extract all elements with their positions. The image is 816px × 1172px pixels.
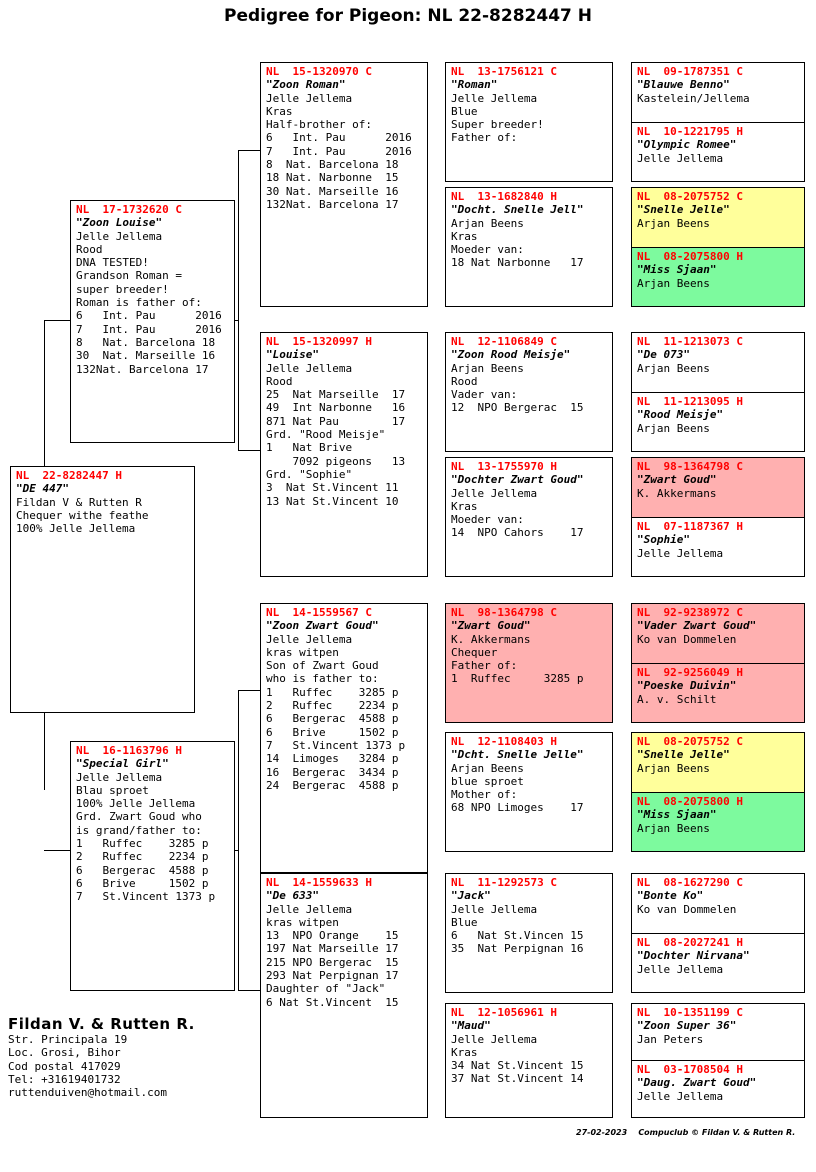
detail-line: K. Akkermans <box>451 632 531 646</box>
detail-line: Fildan V & Rutten R <box>16 495 142 509</box>
detail-line: 2 Ruffec 2234 p <box>266 699 399 713</box>
detail-line: Arjan Beens <box>637 821 710 835</box>
ring-number: NL 22-8282447 H <box>16 469 122 482</box>
owner-address-line: Loc. Grosi, Bihor <box>8 1046 121 1060</box>
detail-line: blue sproet <box>451 774 524 788</box>
detail-line: 12 NPO Bergerac 15 <box>451 401 584 415</box>
pigeon-card-gen5-pair-4[interactable] <box>631 603 805 723</box>
pigeon-card-gen5-pair-2[interactable] <box>631 332 805 452</box>
pigeon-card-gen5-pair-6[interactable] <box>631 873 805 993</box>
detail-line: Ko van Dommelen <box>637 902 737 916</box>
detail-line: Rood <box>266 374 293 388</box>
pigeon-card-gen3-1[interactable] <box>260 332 428 577</box>
connector-sire <box>238 150 239 450</box>
detail-line: 871 Nat Pau 17 <box>266 414 406 428</box>
pigeon-name: "Dcht. Snelle Jelle" <box>451 748 584 762</box>
ring-number: NL 07-1187367 H <box>637 520 743 533</box>
pigeon-card-gen5-8[interactable] <box>632 604 804 663</box>
detail-line: Jelle Jellema <box>266 632 353 646</box>
ring-number: NL 98-1364798 C <box>451 606 557 619</box>
ring-number: NL 13-1756121 C <box>451 65 557 78</box>
detail-line: 6 Bergerac 4588 p <box>266 712 399 726</box>
ring-number: NL 10-1351199 C <box>637 1006 743 1019</box>
detail-line: Arjan Beens <box>451 761 524 775</box>
detail-line: Vader van: <box>451 388 518 402</box>
detail-line: 14 Limoges 3284 p <box>266 752 399 766</box>
detail-line: 132Nat. Barcelona 17 <box>76 362 209 376</box>
detail-line: Rood <box>76 242 103 256</box>
detail-line: kras witpen <box>266 645 339 659</box>
pigeon-name: "De 073" <box>637 348 690 362</box>
pigeon-card-gen5-1[interactable] <box>632 122 804 181</box>
detail-line: 18 Nat. Narbonne 15 <box>266 171 399 185</box>
detail-line: Father of: <box>451 131 518 145</box>
pigeon-card-gen5-14[interactable] <box>632 1004 804 1060</box>
detail-line: Jan Peters <box>637 1032 704 1046</box>
detail-line: Grd. "Rood Meisje" <box>266 428 386 442</box>
connector-sire-top <box>238 150 260 151</box>
connector-dam-top <box>238 690 260 691</box>
detail-line: 18 Nat Narbonne 17 <box>451 256 584 270</box>
detail-line: 7092 pigeons 13 <box>266 454 406 468</box>
pigeon-name: "Dochter Zwart Goud" <box>451 473 584 487</box>
pigeon-card-sire[interactable] <box>70 200 235 443</box>
detail-line: Jelle Jellema <box>266 361 353 375</box>
ring-number: NL 11-1292573 C <box>451 876 557 889</box>
owner-phone: Tel: +31619401732 <box>8 1072 121 1086</box>
ring-number: NL 10-1221795 H <box>637 125 743 138</box>
detail-line: 13 Nat St.Vincent 10 <box>266 494 399 508</box>
pigeon-card-gen5-pair-0[interactable] <box>631 62 805 182</box>
footer-text: 27-02-2023 Compuclub © Fildan V. & Rutten R. <box>576 1128 796 1137</box>
pigeon-card-gen5-9[interactable] <box>632 663 804 722</box>
pigeon-card-gen5-pair-1[interactable] <box>631 187 805 307</box>
detail-line: Kastelein/Jellema <box>637 91 750 105</box>
detail-line: 24 Bergerac 4588 p <box>266 778 399 792</box>
pigeon-card-gen5-10[interactable] <box>632 733 804 792</box>
detail-line: Blue <box>451 915 478 929</box>
detail-line: Half-brother of: <box>266 118 372 132</box>
pigeon-card-gen4-4[interactable] <box>445 603 613 723</box>
pigeon-name: "De 633" <box>266 889 319 903</box>
detail-line: 6 Nat St.Vincent 15 <box>266 995 399 1009</box>
detail-line: super breeder! <box>76 282 169 296</box>
detail-line: 1 Ruffec 3285 p <box>76 837 209 851</box>
detail-line: Jelle Jellema <box>637 1089 724 1103</box>
pigeon-card-gen5-15[interactable] <box>632 1060 804 1116</box>
detail-line: 6 Int. Pau 2016 <box>266 131 412 145</box>
detail-line: Grd. "Sophie" <box>266 467 353 481</box>
pigeon-card-gen4-7[interactable] <box>445 1003 613 1118</box>
detail-line: 37 Nat St.Vincent 14 <box>451 1072 584 1086</box>
detail-line: Arjan Beens <box>637 276 710 290</box>
ring-number: NL 08-1627290 C <box>637 876 743 889</box>
ring-number: NL 12-1108403 H <box>451 735 557 748</box>
ring-number: NL 12-1106849 C <box>451 335 557 348</box>
pigeon-name: "Dochter Nirvana" <box>637 949 750 963</box>
ring-number: NL 11-1213073 C <box>637 335 743 348</box>
detail-line: Chequer <box>451 645 498 659</box>
detail-line: Daughter of "Jack" <box>266 982 386 996</box>
detail-line: 30 Nat. Marseille 16 <box>266 184 399 198</box>
detail-line: Arjan Beens <box>637 421 710 435</box>
pigeon-name: "Roman" <box>451 78 498 92</box>
ring-number: NL 08-2027241 H <box>637 936 743 949</box>
detail-line: 293 Nat Perpignan 17 <box>266 969 399 983</box>
detail-line: 1 Ruffec 3285 p <box>451 672 584 686</box>
ring-number: NL 08-2075752 C <box>637 190 743 203</box>
connector-dam-bottom <box>238 990 260 991</box>
detail-line: Arjan Beens <box>637 216 710 230</box>
detail-line: Jelle Jellema <box>451 486 538 500</box>
detail-line: 6 Nat St.Vincen 15 <box>451 929 584 943</box>
detail-line: K. Akkermans <box>637 486 717 500</box>
pigeon-card-gen4-3[interactable] <box>445 457 613 577</box>
detail-line: Jelle Jellema <box>451 902 538 916</box>
pigeon-name: "Zoon Rood Meisje" <box>451 348 571 362</box>
detail-line: 1 Nat Brive <box>266 441 353 455</box>
detail-line: Grandson Roman = <box>76 269 182 283</box>
detail-line: Kras <box>451 499 478 513</box>
pigeon-name: "Zoon Zwart Goud" <box>266 619 379 633</box>
page-title: Pedigree for Pigeon: NL 22-8282447 H <box>223 6 592 26</box>
pigeon-name: "Zoon Super 36" <box>637 1019 737 1033</box>
detail-line: Jelle Jellema <box>266 91 353 105</box>
detail-line: Super breeder! <box>451 118 544 132</box>
detail-line: 25 Nat Marseille 17 <box>266 388 406 402</box>
detail-line: 6 Bergerac 4588 p <box>76 863 209 877</box>
ring-number: NL 08-2075800 H <box>637 250 743 263</box>
detail-line: Jelle Jellema <box>637 151 724 165</box>
connector-dam <box>238 690 239 990</box>
detail-line: Moeder van: <box>451 243 524 257</box>
detail-line: Jelle Jellema <box>76 229 163 243</box>
ring-number: NL 92-9256049 H <box>637 666 743 679</box>
pigeon-card-gen5-3[interactable] <box>632 247 804 306</box>
detail-line: Grd. Zwart Goud who <box>76 810 202 824</box>
ring-number: NL 98-1364798 C <box>637 460 743 473</box>
pigeon-card-gen3-2[interactable] <box>260 603 428 873</box>
detail-line: Kras <box>451 229 478 243</box>
detail-line: 197 Nat Marseille 17 <box>266 942 399 956</box>
detail-line: 6 Int. Pau 2016 <box>76 309 222 323</box>
connector-subject-sire <box>44 320 70 321</box>
pigeon-name: "Zoon Roman" <box>266 78 346 92</box>
pigeon-card-gen5-11[interactable] <box>632 792 804 851</box>
pigeon-name: "Blauwe Benno" <box>637 78 730 92</box>
pigeon-name: "Special Girl" <box>76 757 169 771</box>
pigeon-card-gen5-5[interactable] <box>632 392 804 451</box>
detail-line: Arjan Beens <box>637 761 710 775</box>
pigeon-name: "Maud" <box>451 1019 491 1033</box>
ring-number: NL 15-1320970 C <box>266 65 372 78</box>
owner-address-line: Str. Principala 19 <box>8 1033 128 1046</box>
ring-number: NL 14-1559633 H <box>266 876 372 889</box>
detail-line: Jelle Jellema <box>76 770 163 784</box>
detail-line: 6 Brive 1502 p <box>76 876 209 890</box>
owner-email: ruttenduiven@hotmail.com <box>8 1086 167 1100</box>
detail-line: Father of: <box>451 659 518 673</box>
detail-line: 100% Jelle Jellema <box>76 797 196 811</box>
detail-line: 7 Int. Pau 2016 <box>266 144 412 158</box>
pigeon-name: "Zoon Louise" <box>76 216 163 230</box>
detail-line: Blue <box>451 104 478 118</box>
pigeon-name: "Snelle Jelle" <box>637 748 730 762</box>
ring-number: NL 17-1732620 C <box>76 203 182 216</box>
detail-line: 35 Nat Perpignan 16 <box>451 942 584 956</box>
ring-number: NL 14-1559567 C <box>266 606 372 619</box>
ring-number: NL 13-1755970 H <box>451 460 557 473</box>
pigeon-card-gen4-2[interactable] <box>445 332 613 452</box>
detail-line: Kras <box>266 104 293 118</box>
ring-number: NL 09-1787351 C <box>637 65 743 78</box>
detail-line: 49 Int Narbonne 16 <box>266 401 406 415</box>
pigeon-name: "Poeske Duivin" <box>637 679 737 693</box>
detail-line: Arjan Beens <box>451 216 524 230</box>
pigeon-name: "Olympic Romee" <box>637 138 737 152</box>
detail-line: 68 NPO Limoges 17 <box>451 801 584 815</box>
owner-name: Fildan V. & Rutten R. <box>8 1015 195 1033</box>
pigeon-name: "Jack" <box>451 889 491 903</box>
ring-number: NL 92-9238972 C <box>637 606 743 619</box>
pigeon-name: "DE 447" <box>16 482 69 496</box>
detail-line: 132Nat. Barcelona 17 <box>266 197 399 211</box>
pigeon-card-gen5-pair-5[interactable] <box>631 732 805 852</box>
detail-line: who is father to: <box>266 672 379 686</box>
detail-line: 30 Nat. Marseille 16 <box>76 349 216 363</box>
pigeon-name: "Vader Zwart Goud" <box>637 619 757 633</box>
detail-line: 7 St.Vincent 1373 p <box>76 890 216 904</box>
detail-line: kras witpen <box>266 915 339 929</box>
ring-number: NL 11-1213095 H <box>637 395 743 408</box>
pigeon-card-gen4-6[interactable] <box>445 873 613 993</box>
detail-line: 13 NPO Orange 15 <box>266 929 399 943</box>
detail-line: Mother of: <box>451 788 518 802</box>
ring-number: NL 16-1163796 H <box>76 744 182 757</box>
pigeon-name: "Miss Sjaan" <box>637 263 717 277</box>
pigeon-card-dam[interactable] <box>70 741 235 991</box>
pigeon-card-gen5-pair-3[interactable] <box>631 457 805 577</box>
pigeon-name: "Miss Sjaan" <box>637 808 717 822</box>
detail-line: Chequer withe feathe <box>16 508 149 522</box>
pigeon-card-subject[interactable] <box>10 466 195 713</box>
detail-line: Moeder van: <box>451 513 524 527</box>
pigeon-card-gen4-5[interactable] <box>445 732 613 852</box>
pigeon-name: "Zwart Goud" <box>637 473 717 487</box>
detail-line: Rood <box>451 374 478 388</box>
pigeon-card-gen5-pair-7[interactable] <box>631 1003 805 1118</box>
detail-line: Son of Zwart Goud <box>266 659 379 673</box>
detail-line: 3 Nat St.Vincent 11 <box>266 481 399 495</box>
detail-line: Arjan Beens <box>637 361 710 375</box>
detail-line: Ko van Dommelen <box>637 632 737 646</box>
detail-line: 16 Bergerac 3434 p <box>266 765 399 779</box>
detail-line: Roman is father of: <box>76 296 202 310</box>
detail-line: 6 Brive 1502 p <box>266 725 399 739</box>
pigeon-card-gen5-12[interactable] <box>632 874 804 933</box>
ring-number: NL 08-2075800 H <box>637 795 743 808</box>
detail-line: 7 St.Vincent 1373 p <box>266 738 406 752</box>
pigeon-name: "Snelle Jelle" <box>637 203 730 217</box>
detail-line: Arjan Beens <box>451 361 524 375</box>
detail-line: 215 NPO Bergerac 15 <box>266 955 399 969</box>
ring-number: NL 12-1056961 H <box>451 1006 557 1019</box>
pigeon-name: "Daug. Zwart Goud" <box>637 1076 757 1090</box>
pigeon-name: "Docht. Snelle Jell" <box>451 203 584 217</box>
pigeon-card-gen5-13[interactable] <box>632 933 804 992</box>
detail-line: Jelle Jellema <box>637 546 724 560</box>
pigeon-card-gen5-6[interactable] <box>632 458 804 517</box>
detail-line: 1 Ruffec 3285 p <box>266 685 399 699</box>
pigeon-name: "Sophie" <box>637 533 690 547</box>
pigeon-name: "Louise" <box>266 348 319 362</box>
detail-line: Jelle Jellema <box>451 1032 538 1046</box>
detail-line: 100% Jelle Jellema <box>16 522 136 536</box>
ring-number: NL 15-1320997 H <box>266 335 372 348</box>
pigeon-name: "Rood Meisje" <box>637 408 724 422</box>
detail-line: A. v. Schilt <box>637 692 717 706</box>
detail-line: DNA TESTED! <box>76 256 149 270</box>
pigeon-card-gen4-0[interactable] <box>445 62 613 182</box>
owner-address-line: Cod postal 417029 <box>8 1059 121 1073</box>
detail-line: Kras <box>451 1045 478 1059</box>
pigeon-name: "Zwart Goud" <box>451 619 531 633</box>
detail-line: Jelle Jellema <box>266 902 353 916</box>
detail-line: Jelle Jellema <box>451 91 538 105</box>
ring-number: NL 08-2075752 C <box>637 735 743 748</box>
pigeon-card-gen3-0[interactable] <box>260 62 428 307</box>
connector-subject-dam <box>44 850 70 851</box>
detail-line: 8 Nat. Barcelona 18 <box>266 158 399 172</box>
pigeon-card-gen5-0[interactable] <box>632 63 804 122</box>
pigeon-card-gen4-1[interactable] <box>445 187 613 307</box>
pigeon-name: "Bonte Ko" <box>637 889 704 903</box>
detail-line: 8 Nat. Barcelona 18 <box>76 335 216 349</box>
owner-block <box>8 1015 248 1099</box>
detail-line: 34 Nat St.Vincent 15 <box>451 1059 584 1073</box>
detail-line: 7 Int. Pau 2016 <box>76 322 222 336</box>
ring-number: NL 03-1708504 H <box>637 1063 743 1076</box>
pigeon-card-gen3-3[interactable] <box>260 873 428 1118</box>
connector-sire-bottom <box>238 450 260 451</box>
detail-line: Jelle Jellema <box>637 962 724 976</box>
detail-line: Blau sproet <box>76 783 149 797</box>
pigeon-card-gen5-4[interactable] <box>632 333 804 392</box>
detail-line: 14 NPO Cahors 17 <box>451 526 584 540</box>
pigeon-card-gen5-2[interactable] <box>632 188 804 247</box>
ring-number: NL 13-1682840 H <box>451 190 557 203</box>
detail-line: 2 Ruffec 2234 p <box>76 850 209 864</box>
pigeon-card-gen5-7[interactable] <box>632 517 804 576</box>
detail-line: is grand/father to: <box>76 823 202 837</box>
